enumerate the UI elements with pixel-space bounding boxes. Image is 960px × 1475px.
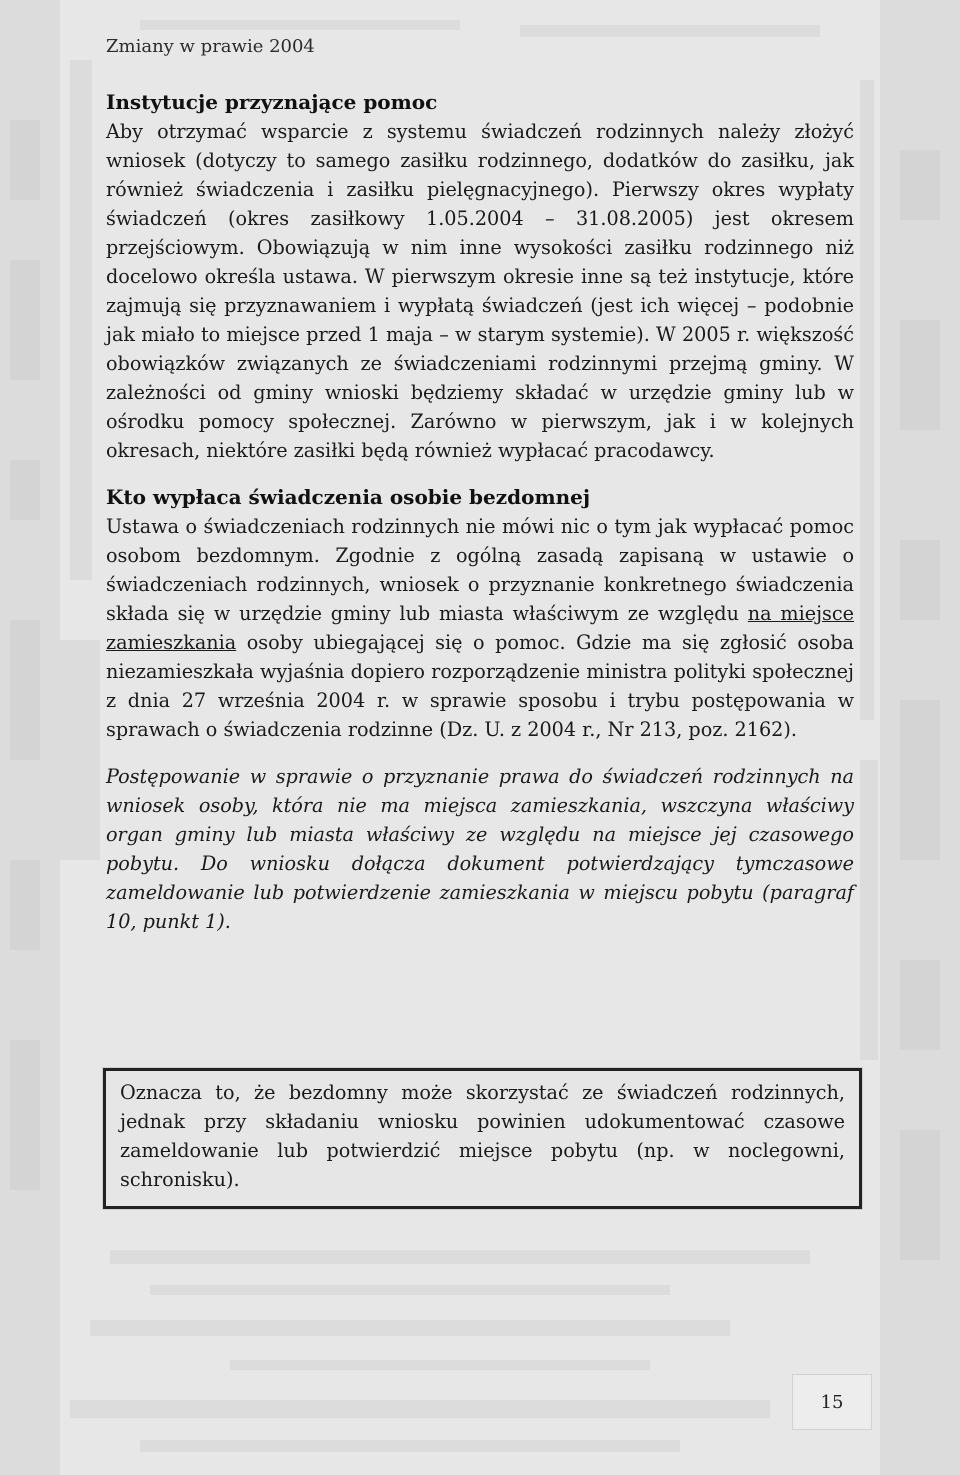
underlined-phrase: na miejsce zamieszkania	[106, 602, 854, 654]
section-heading: Instytucje przyznające pomoc	[106, 90, 438, 114]
page-number: 15	[792, 1374, 872, 1430]
section-heading: Kto wypłaca świadczenia osobie bezdomnej	[106, 485, 591, 509]
section-body: Aby otrzymać wsparcie z systemu świadczeń rodzinnych należy złożyć wniosek (dotyczy to samego zasiłku rodzinnego, dodatków do zasiłku, jak również świadczenia i zasiłku pielęgnacyjnego). Pierwszy okres wypłaty świadczeń (okres zasiłkowy 1.05.2004 – 31.08.2005) jest okresem przejściowym. Obowiązują w nim inne wysokości zasiłku rodzinnego niż docelowo określa ustawa. W pierwszym okresie inne są też instytucje, które zajmują się przyznawaniem i wypłatą świadczeń (jest ich więcej – podobnie jak miało to miejsce przed 1 maja – w starym systemie). W 2005 r. większość obowiązków związanych ze świadczeniami rodzinnymi przejmą gminy. W zależności od gminy wnioski będziemy składać w urzędzie gminy lub w ośrodku pomocy społecznej. Zarówno w pierwszym, jak i w kolejnych okresach, niektóre zasiłki będą również wypłacać pracodawcy.	[106, 120, 854, 462]
running-header: Zmiany w prawie 2004	[106, 36, 315, 57]
note-box	[103, 1068, 862, 1209]
section-institutions	[106, 88, 854, 465]
italic-regulation-paragraph: Postępowanie w sprawie o przyznanie prawa do świadczeń rodzinnych na wniosek osoby, która nie ma miejsca zamieszkania, wszczyna właściwy organ gminy lub miasta właściwy ze względu na miejsce jej czasowego pobytu. Do wniosku dołącza dokument potwierdzający tymczasowe zameldowanie lub potwierdzenie zamieszkania w miejscu pobytu (paragraf 10, punkt 1).	[106, 765, 854, 933]
body-text: Ustawa o świadczeniach rodzinnych nie mówi nic o tym jak wypłacać pomoc osobom bezdomnym. Zgodnie z ogólną zasadą zapisaną w ustawie o świadczeniach rodzinnych, wniosek o przyznanie konkretnego świadczenia składa się w urzędzie gminy lub miasta właściwym ze względu	[106, 515, 854, 625]
note-text: Oznacza to, że bezdomny może skorzystać ze świadczeń rodzinnych, jednak przy składaniu wniosku powinien udokumentować czasowe zameldowanie lub potwierdzić miejsce pobytu (np. w noclegowni, schronisku).	[120, 1081, 845, 1191]
main-content	[106, 88, 854, 954]
section-body	[106, 512, 854, 744]
body-text: osoby ubiegającej się o pomoc. Gdzie ma się zgłosić osoba niezamieszkała wyjaśnia dopiero rozporządzenie ministra polityki społecznej z dnia 27 września 2004 r. w sprawie sposobu i trybu postępowania w sprawach o świadczenia rodzinne (Dz. U. z 2004 r., Nr 213, poz. 2162).	[106, 631, 854, 741]
section-homeless-payment	[106, 483, 854, 744]
section-italic-quote	[106, 762, 854, 936]
